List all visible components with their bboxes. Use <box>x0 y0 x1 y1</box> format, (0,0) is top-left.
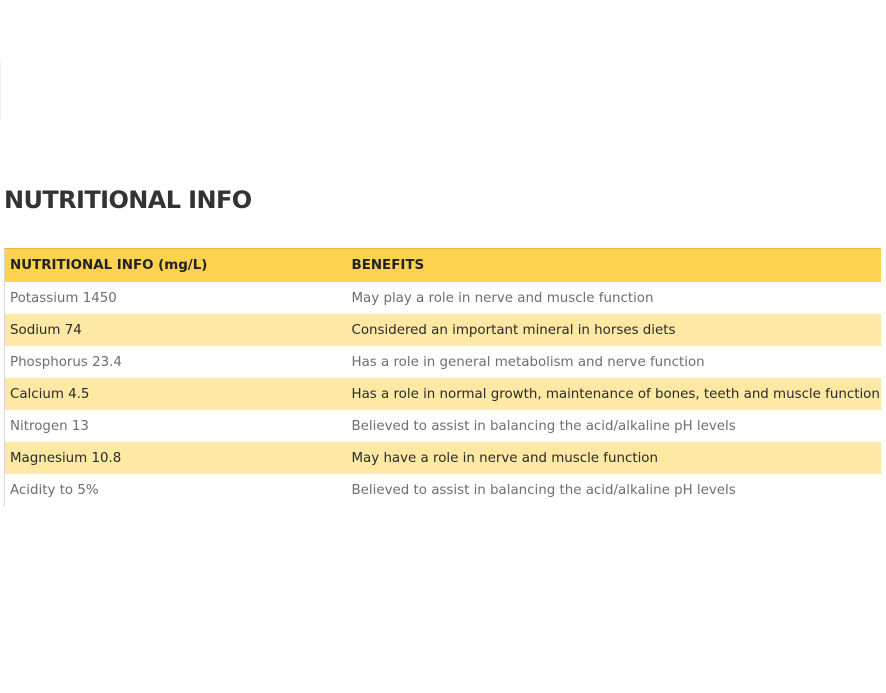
benefit-cell: May have a role in nerve and muscle function <box>346 442 881 474</box>
benefit-cell: Has a role in normal growth, maintenance of bones, teeth and muscle function <box>346 378 881 410</box>
benefit-cell: May play a role in nerve and muscle function <box>346 282 881 314</box>
benefit-cell: Has a role in general metabolism and nerve function <box>346 346 881 378</box>
column-header-benefits: BENEFITS <box>346 249 881 283</box>
table-row <box>5 314 881 346</box>
nutrient-cell: Phosphorus 23.4 <box>5 346 346 378</box>
table-row <box>5 378 881 410</box>
table-header-row <box>5 249 881 283</box>
benefit-cell: Considered an important mineral in horses diets <box>346 314 881 346</box>
page-edge-divider <box>0 62 1 120</box>
table-row <box>5 410 881 442</box>
section-title: NUTRITIONAL INFO <box>4 186 252 214</box>
table-row <box>5 346 881 378</box>
nutrient-cell: Magnesium 10.8 <box>5 442 346 474</box>
column-header-nutritional-info: NUTRITIONAL INFO (mg/L) <box>5 249 346 283</box>
nutrient-cell: Calcium 4.5 <box>5 378 346 410</box>
nutrient-cell: Potassium 1450 <box>5 282 346 314</box>
nutrition-table-container <box>4 248 880 506</box>
table-row <box>5 474 881 506</box>
nutrient-cell: Acidity to 5% <box>5 474 346 506</box>
nutrition-table <box>4 248 881 506</box>
benefit-cell: Believed to assist in balancing the acid/alkaline pH levels <box>346 474 881 506</box>
table-row <box>5 282 881 314</box>
table-row <box>5 442 881 474</box>
nutrient-cell: Nitrogen 13 <box>5 410 346 442</box>
benefit-cell: Believed to assist in balancing the acid/alkaline pH levels <box>346 410 881 442</box>
nutrient-cell: Sodium 74 <box>5 314 346 346</box>
